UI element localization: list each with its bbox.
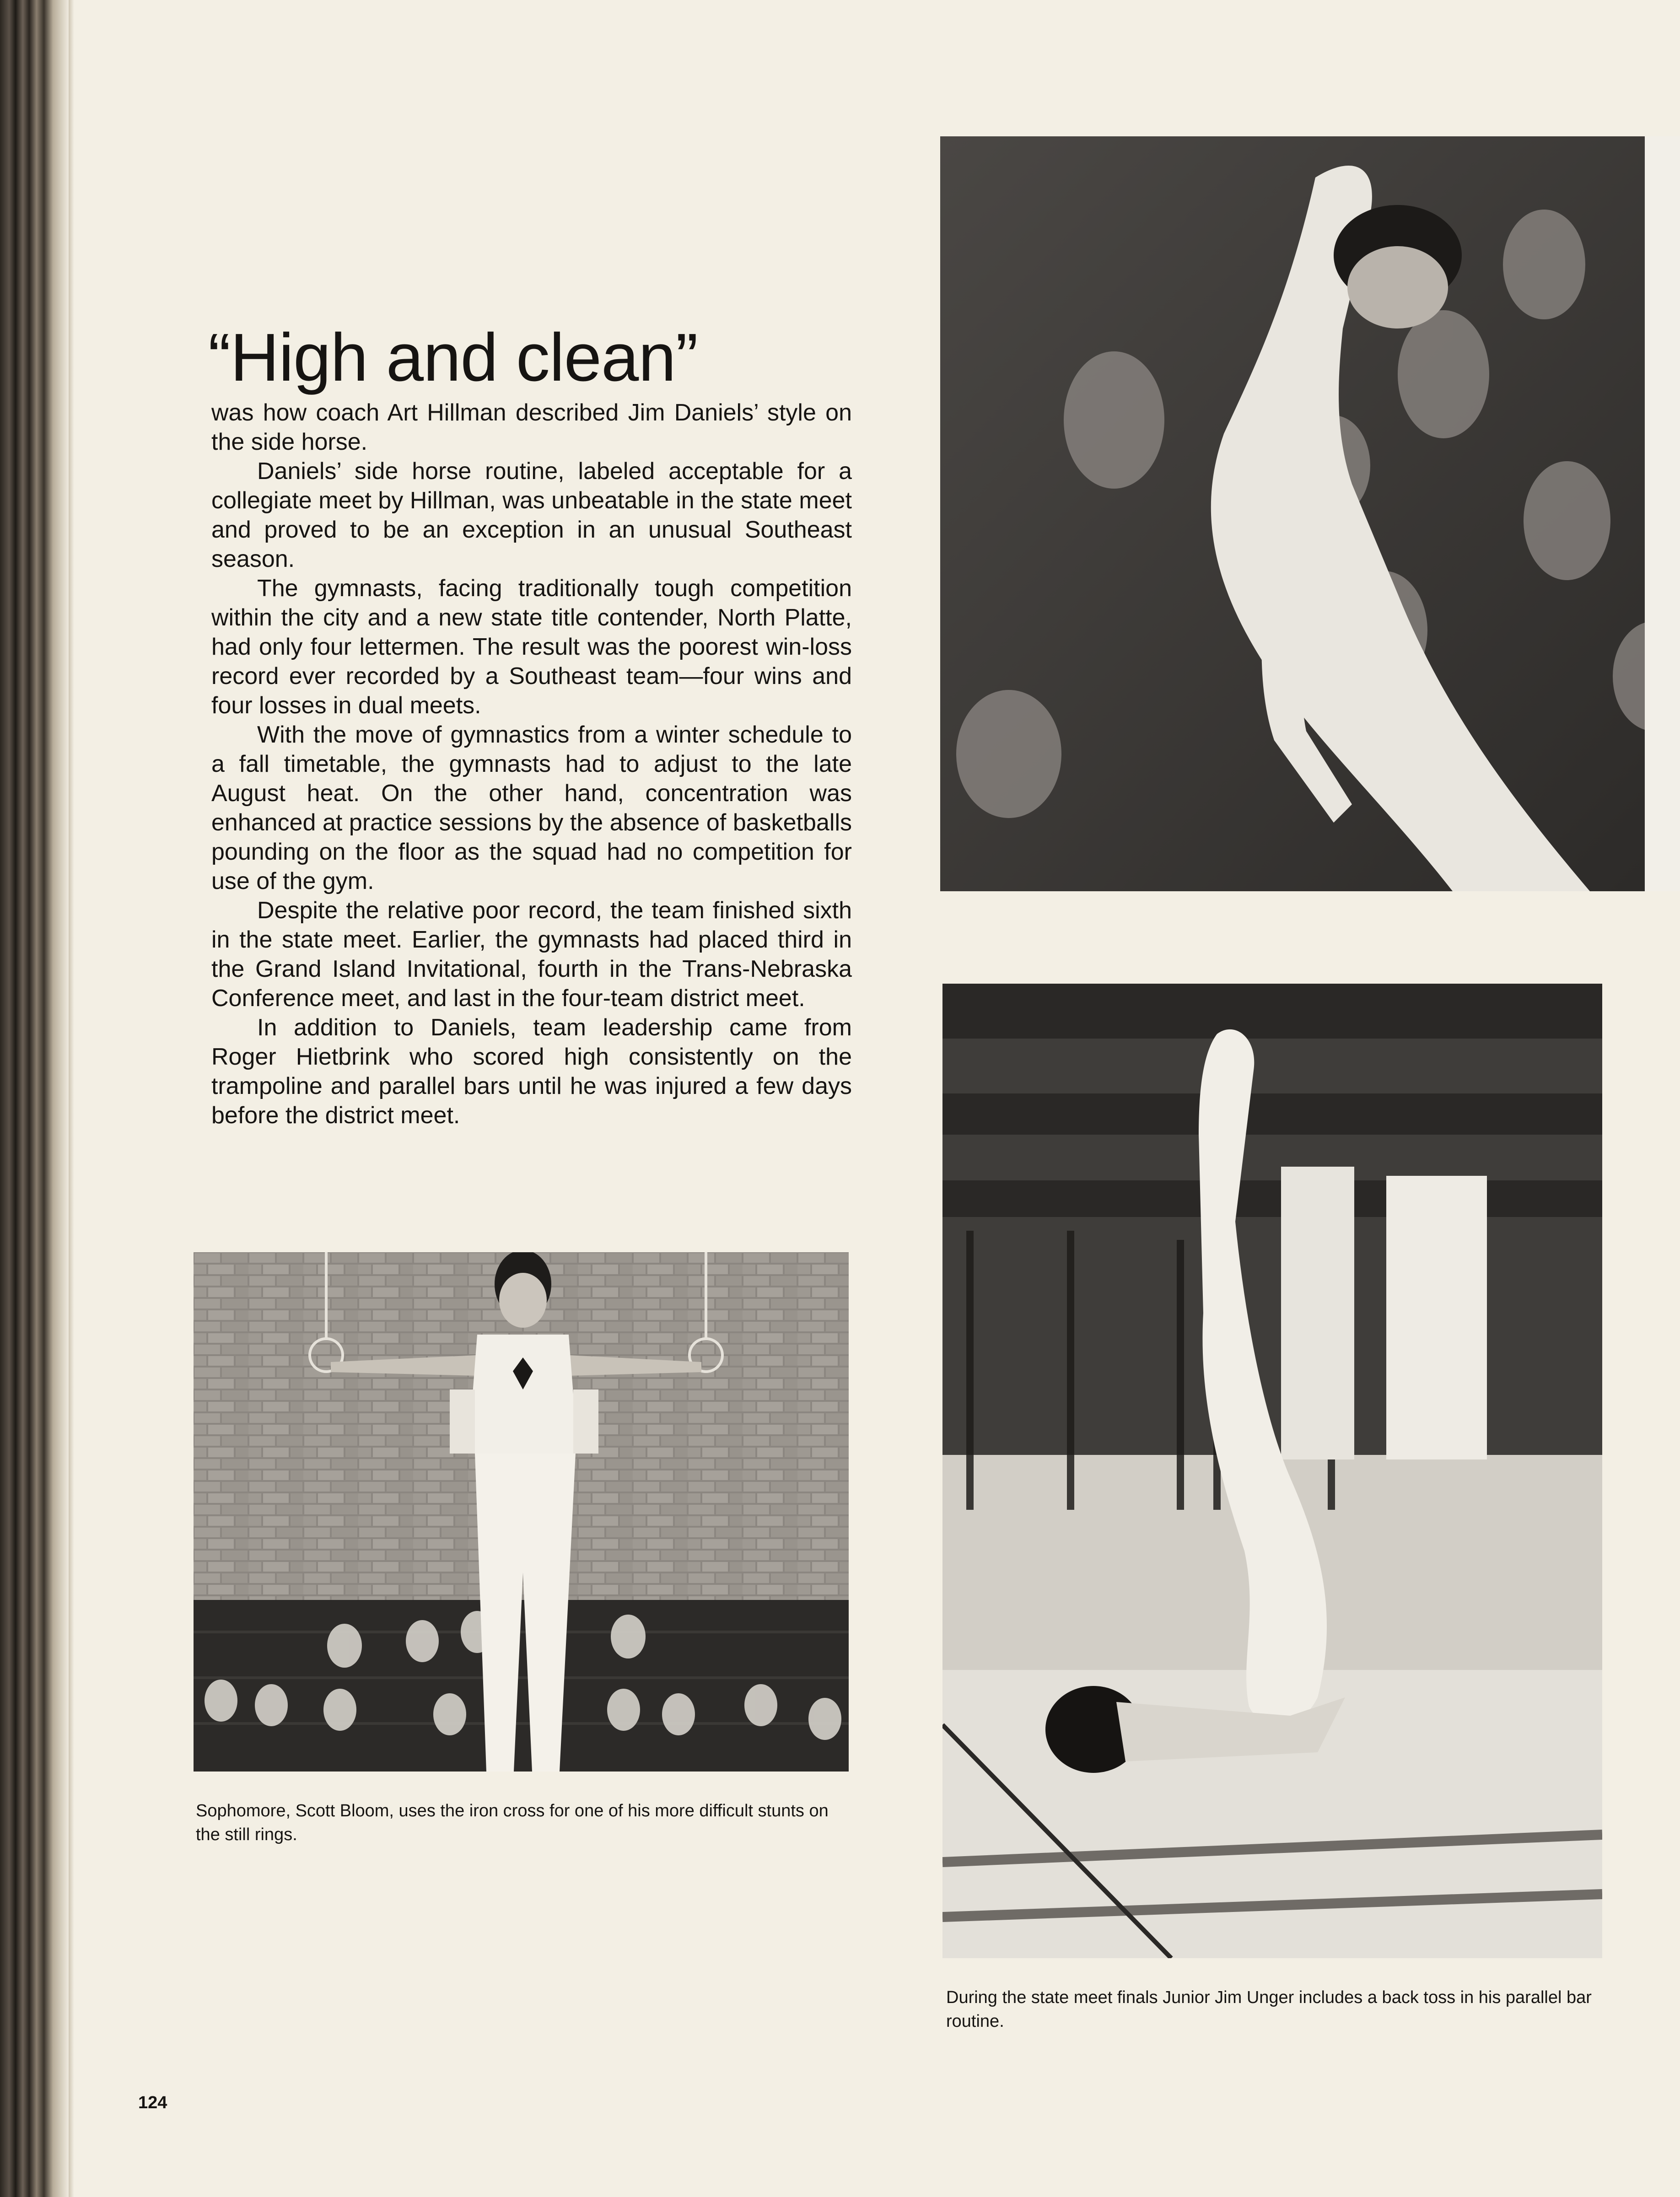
book-binding: [0, 0, 69, 2197]
body-paragraph: Daniels’ side horse routine, labeled acceptable for a collegiate meet by Hillman, was unbeatable in the state meet and proved to be an exception in an unusual Southeast season.: [211, 458, 852, 572]
page-edge-shadow: [69, 0, 74, 2197]
still-rings-photo: [194, 1252, 849, 1772]
article-body: [211, 398, 852, 1130]
body-paragraph: In addition to Daniels, team leadership came from Roger Hietbrink who scored high consistently on the trampoline and parallel bars until he was injured a few days before the district meet.: [211, 1014, 852, 1129]
body-paragraph: With the move of gymnastics from a winter schedule to a fall timetable, the gymnasts had to adjust to the late August heat. On the other hand, concentration was enhanced at practice sessions by the absence of basketballs pounding on the floor as the squad had no competition for use of the gym.: [211, 722, 852, 894]
body-paragraph: was how coach Art Hillman described Jim Daniels’ style on the side horse.: [211, 399, 852, 455]
rings-photo-caption: Sophomore, Scott Bloom, uses the iron cross for one of his more difficult stunts on the still rings.: [196, 1801, 829, 1844]
body-paragraph: Despite the relative poor record, the team finished sixth in the state meet. Earlier, the gymnasts had placed third in the Grand Island Invitational, fourth in the Trans-Nebraska Conference meet, and last in the four-team district meet.: [211, 897, 852, 1012]
body-paragraph: The gymnasts, facing traditionally tough competition within the city and a new state title contender, North Platte, had only four lettermen. The result was the poorest win-loss record ever recorded by a Southeast team—four wins and four losses in dual meets.: [211, 575, 852, 719]
parallel-bars-photo: [942, 984, 1602, 1958]
side-horse-photo: [940, 136, 1680, 891]
page-number: 124: [138, 2093, 167, 2112]
headline: “High and clean”: [208, 320, 698, 395]
parallel-bars-photo-caption: During the state meet finals Junior Jim Unger includes a back toss in his parallel bar routine.: [946, 1988, 1592, 2031]
